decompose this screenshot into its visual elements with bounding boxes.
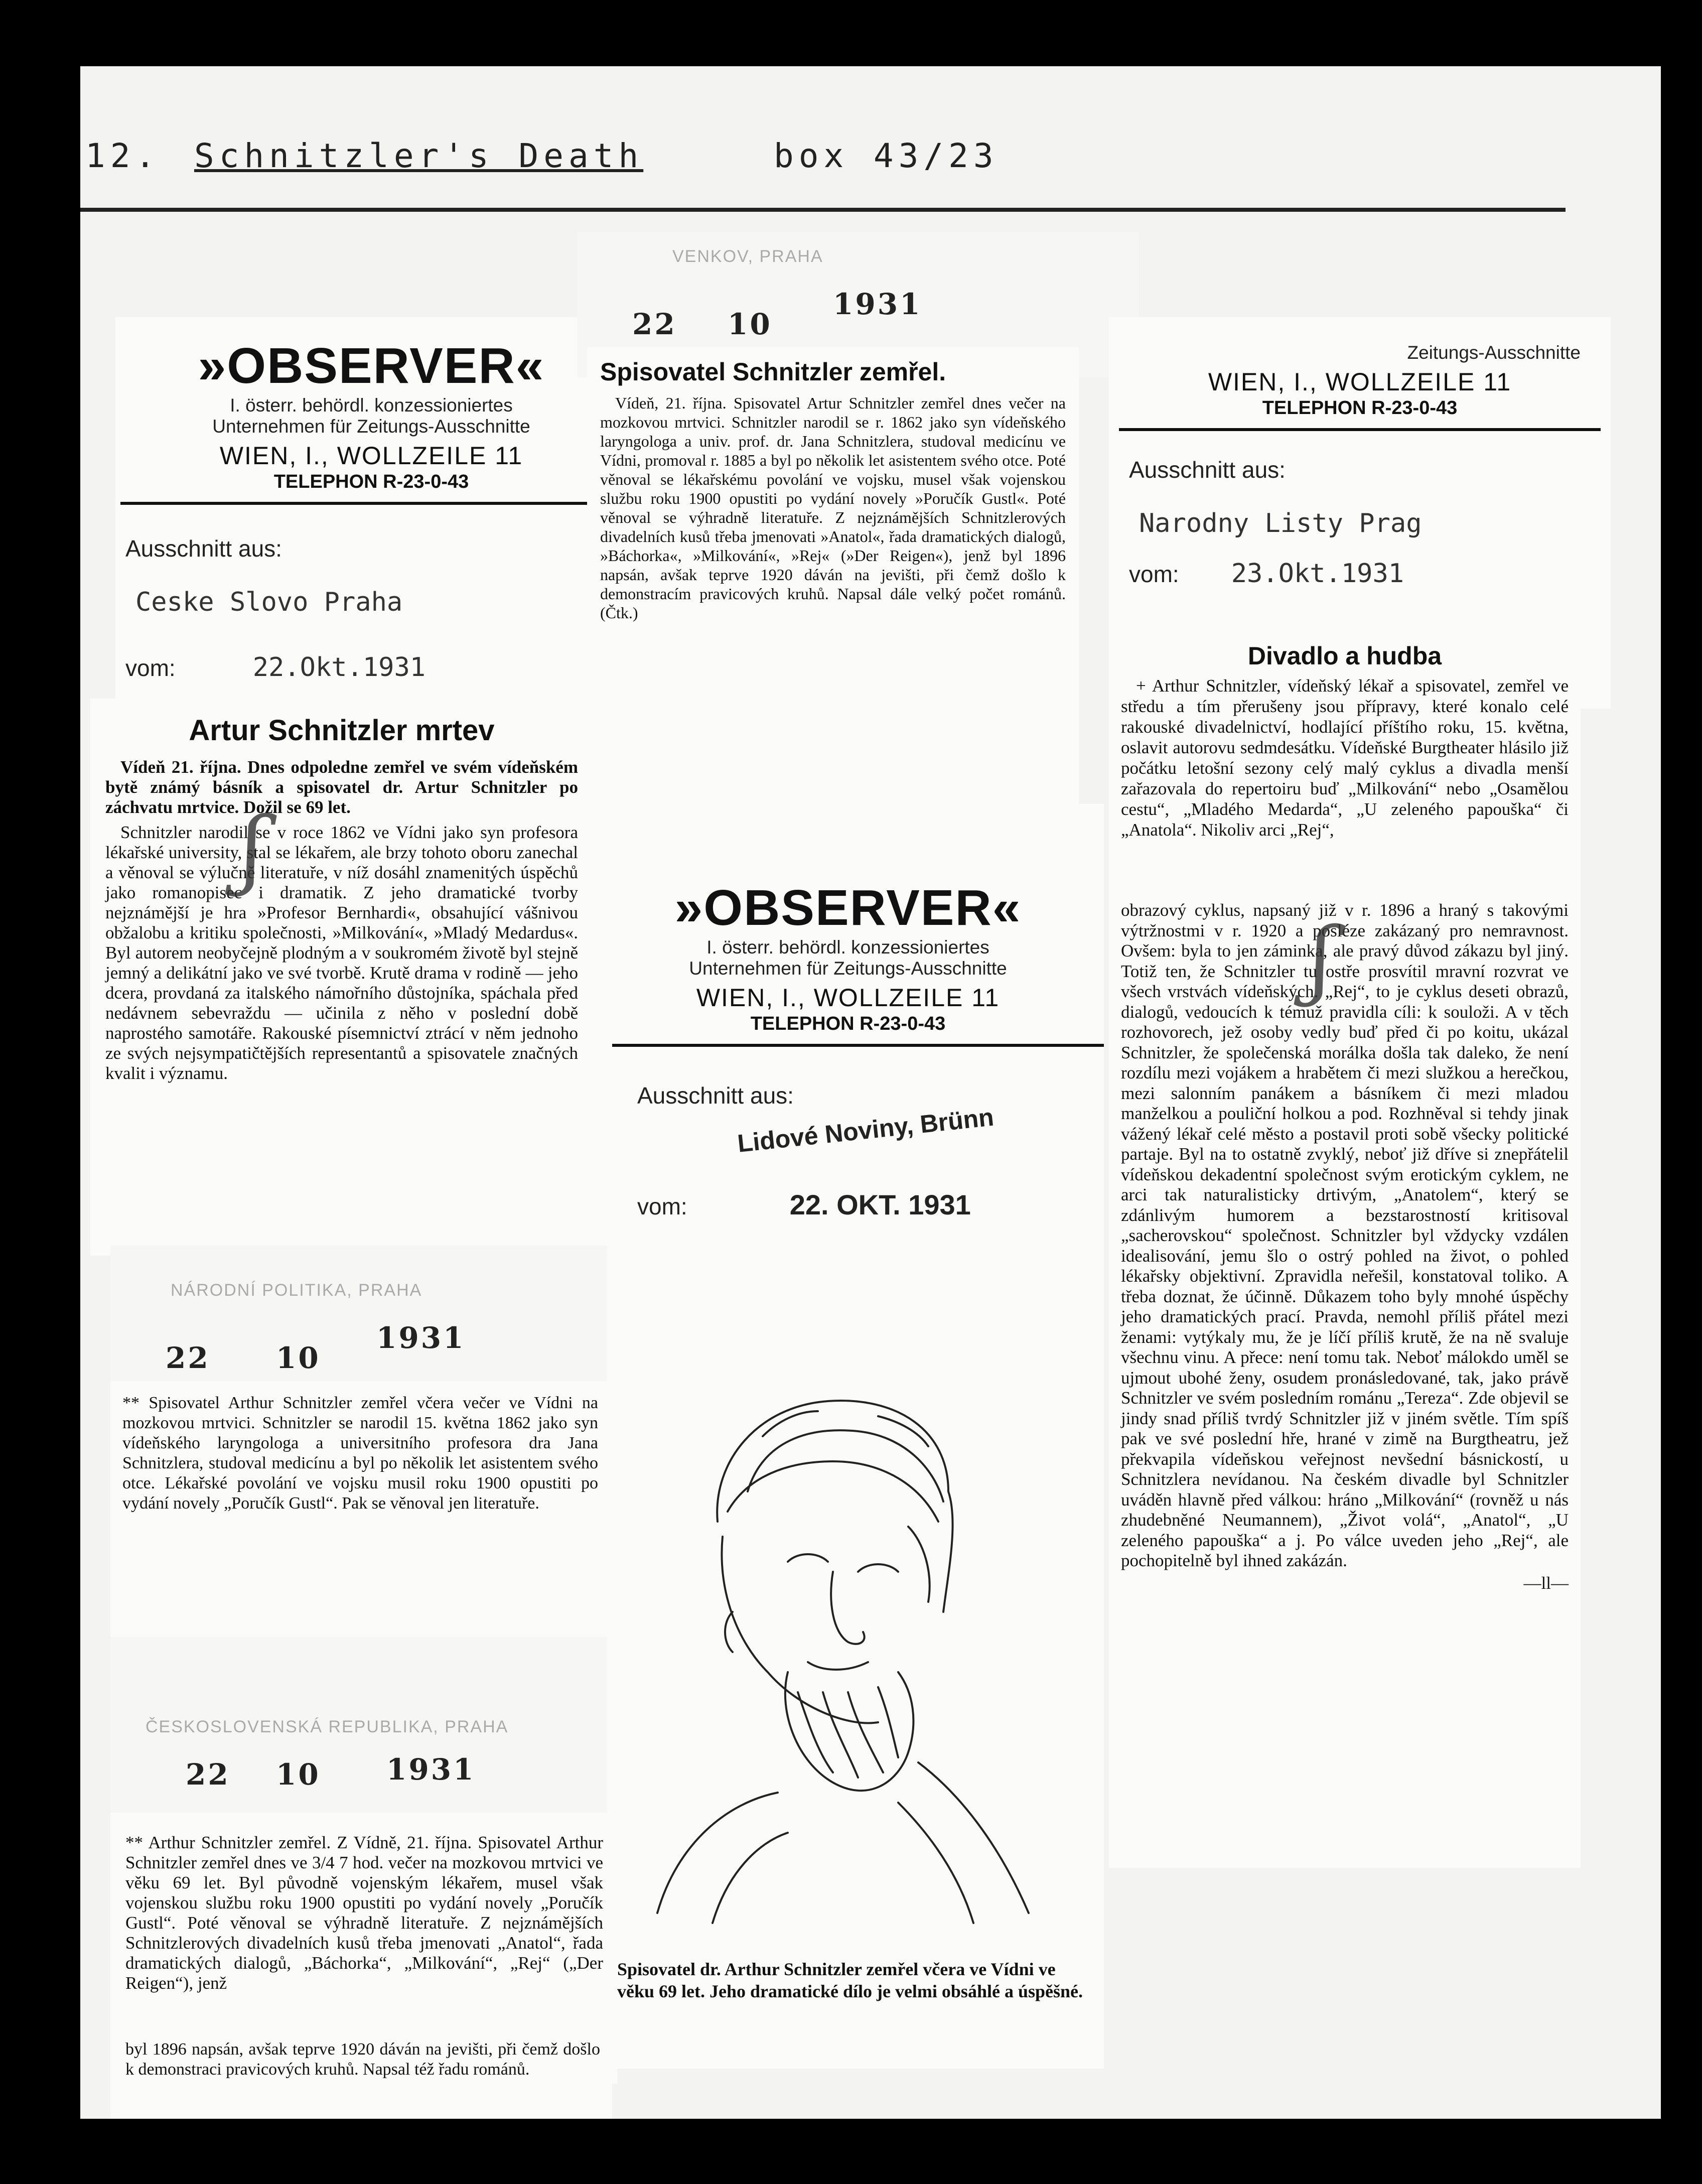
article-divadlo-part2 xyxy=(1109,889,1581,1868)
source-paper: Lidové Noviny, Brünn xyxy=(736,1103,996,1158)
observer-clip-ceske xyxy=(115,317,627,759)
article-lead: Vídeň 21. října. Dnes odpoledne zemřel ve svém vídeňském bytě známý básník a spisovatel dr. Artur Schnitzler po záchvatu mrtvice. Dožil se 69 let. xyxy=(105,757,578,817)
source-paper: Narodny Listy Prag xyxy=(1139,508,1422,538)
vom-label: vom: xyxy=(637,1193,687,1219)
handwritten-mark: ʃ xyxy=(1310,909,1333,1009)
stamp-day: 22 xyxy=(632,307,677,341)
header-number: 12. xyxy=(85,136,161,175)
source-paper: Ceske Slovo Praha xyxy=(135,587,403,617)
observer-telephon: TELEPHON R-23-0-43 xyxy=(750,1013,946,1034)
portrait-sketch xyxy=(597,1311,1104,1938)
stamp-day: 22 xyxy=(166,1341,210,1375)
article-vcera xyxy=(110,1381,612,1662)
folder-header xyxy=(85,136,999,175)
vom-row xyxy=(1129,559,1611,589)
observer-rule xyxy=(1119,428,1601,431)
ausschnitt-label: Ausschnitt aus: xyxy=(1129,457,1286,483)
observer-line1: I. österr. behördl. konzessioniertes xyxy=(706,937,989,958)
observer-brand: »OBSERVER« xyxy=(198,338,545,394)
article-body: byl 1896 napsán, avšak teprve 1920 dáván na jevišti, při čemž došlo k demonstraci pravicových kruhů. Napsal též řadu románů. xyxy=(125,2040,600,2079)
stamp-year: 1931 xyxy=(376,1321,466,1355)
observer-telephon: TELEPHON R-23-0-43 xyxy=(1262,397,1458,419)
vom-label: vom: xyxy=(125,655,176,681)
observer-rule xyxy=(612,1044,1104,1047)
stamp-month: 10 xyxy=(276,1341,321,1375)
observer-line1: I. österr. behördl. konzessioniertes xyxy=(230,395,513,416)
observer-address: WIEN, I., WOLLZEILE 11 xyxy=(696,984,1000,1012)
ausschnitt-label: Ausschnitt aus: xyxy=(637,1082,794,1109)
article-headline: Artur Schnitzler mrtev xyxy=(189,714,495,747)
article-body: Vídeň, 21. října. Spisovatel Artur Schnitzler zemřel dnes večer na mozkovou mrtvici. Schnitzler narodil se r. 1862 jako syn vídeňského laryngologa a univ. prof. dr. Jana Schnitzlera, studoval medicínu ve Vídni, promoval r. 1885 a byl po několik let asistentem svého otce. Poté věnoval se lékařskému povolání ve vojsku, musel však vojenskou službu roku 1900 opustiti po vydání novely »Poručík Gustl«. Poté věnoval se výhradně literatuře. Z nejznámějších Schnitzlerových divadelních kusů třeba jmenovati »Anatol«, řada dramatických dialogů, »Báchorka«, »Milkování«, »Rej« (»Der Reigen«), jenž byl 1896 napsán, avšak teprve 1920 dáván na jevišti, při čemž došlo k demonstracím pravicových kruhů. Napsal dále velký počet románů. (Čtk.) xyxy=(600,394,1066,622)
vom-row xyxy=(125,652,627,682)
article-body: obrazový cyklus, napsaný již v r. 1896 a hraný s takovými výtržnostmi v r. 1920 a posléze zakázaný pro nemravnost. Ovšem: byla to jen záminka, ale pravý důvod zákazu byl jiný. Totiž ten, že Schnitzler tu ostře prosvítil mravní rozvrat ve všech vrstvách vídeňských. „Rej“, to je cyklus deseti obrazů, dialogů, vedoucích k témuž pravidla cíli: k souloži. A v těch rozhovorech, jež osoby vedly buď před či po koitu, ukázal Schnitzler, že společenská morálka došla tak daleko, že není rozdílu mezi vojákem a hrabětem či mezi služkou a herečkou, mezi salonním panákem a básníkem či mezi mladou manželkou a pouliční holkou a pod. Rozhněval si tehdy jinak vážený lékař celé město a postavil proti sobě všecky politické partaje. Byl na to ostatně zvyklý, neboť již dříve si znepřátelil vídeňskou dekadentní společnost svým erotickým cyklem, ne arci tak naturalisticky drtivým, „Anatolem“, který se zdánlivým humorem a bezstarostností kritisoval „sacherovskou“ společnost. Schnitzler byl vždycky vzdálen idealisování, jemu šlo o ostrý pohled na život, o pohled lékařsky objektivní. Zpravidla neřešil, konstatoval toliko. A třeba doznat, že účinně. Důkazem toho byly mnohé úspěchy jeho dramatických prací. Pravda, nemohl příliš přátel mezi ženami: vytýkaly mu, že je líčí příliš krutě, že na ně svaluje všechnu vinu. A přece: není tomu tak. Neboť málokdo uměl se ujmout ubohé ženy, osudem pronásledované, tak, jako právě Schnitzler ve svém posledním románu „Tereza“. Zde objevil se jindy snad příliš tvrdý Schnitzler již v jiném světle. Tím spíš pak ve své poslední hře, hrané v zimě na Burgtheatru, jež překvapila vídeňskou veřejnost nevšední básnickostí, u Schnitzlera nevídanou. Na českém divadle byl Schnitzler uváděn hlavně před válkou: hráno „Milkování“ (rovněž u nás zhudebněné Neumannem), „Život volá“, „Anatol“, „U zeleného papouška“ a j. Po válce uveden jeho „Rej“, ale pochopitelně byl ihned zakázán. xyxy=(1121,900,1569,1570)
observer-clip-lidove xyxy=(592,804,1104,1371)
article-zemrel xyxy=(587,347,1079,804)
header-title: Schnitzler's Death xyxy=(194,136,644,175)
observer-telephon: TELEPHON R-23-0-43 xyxy=(273,471,469,492)
observer-rule xyxy=(120,502,627,505)
header-rule xyxy=(80,208,1566,212)
archive-sheet xyxy=(80,66,1661,2119)
article-signature: —ll— xyxy=(1523,1573,1569,1593)
stamp-year: 1931 xyxy=(386,1752,476,1787)
observer-brand: »OBSERVER« xyxy=(674,880,1022,936)
stamp-politika xyxy=(110,1246,607,1396)
handwritten-mark: ʃ xyxy=(241,799,264,898)
article-body: Schnitzler narodil se v roce 1862 ve Vídni jako syn profesora lékařské university, stal se lékařem, ale brzy tohoto oboru zanechal a věnoval se výlučně literatuře, v níž dosáhl znamenitých úspěchů jako romanopisec i dramatik. Z jeho dramatické tvorby nejznámější je hra »Profesor Bernhardi«, obsahující vášnivou obžalobu a kritiku společnosti, »Milkování«, »Mladý Medardus«. Byl autorem neobyčejně plodným a v soukromém životě byl stejně jemný a delikátní jako ve své tvorbě. Krutě drama v rodině — jeho dcera, provdaná za italského námořního důstojníka, spáchala před nedávnem sebevraždu — učinila z něho v poslední době naprostého samotáře. Rakouské písemnictví ztrácí v něm jednoho ze svých nejsympatičtějších representantů a spisovatele značných kvalit i významu. xyxy=(105,823,578,1083)
clip-date: 22.Okt.1931 xyxy=(252,652,426,682)
observer-address: WIEN, I., WOLLZEILE 11 xyxy=(1208,368,1512,396)
article-zvidne-continuation xyxy=(110,2033,612,2119)
stamp-republika xyxy=(110,1637,607,1828)
stamp-month: 10 xyxy=(276,1757,321,1792)
header-box: box 43/23 xyxy=(773,136,999,175)
vom-row xyxy=(637,1188,1104,1221)
portrait-caption: Spisovatel dr. Arthur Schnitzler zemřel včera ve Vídni ve věku 69 let. Jeho dramatické dílo je velmi obsáhlé a úspěšné. xyxy=(617,1959,1083,2001)
article-headline: Spisovatel Schnitzler zemřel. xyxy=(600,358,946,386)
article-body: ** Spisovatel Arthur Schnitzler zemřel včera večer ve Vídni na mozkovou mrtvici. Schnitzler se narodil 15. května 1862 jako syn vídeňského laryngologa a universitního profesora dra Jana Schnitzlera, studoval medicínu a byl po několik let asistentem svého otce. Lékařské povolání ve vojsku musil roku 1900 opustiti po vydání novely „Poručík Gustl“. Pak se věnoval jen literatuře. xyxy=(122,1394,598,1513)
portrait-clip xyxy=(597,1311,1104,2069)
stamp-day: 22 xyxy=(186,1757,230,1792)
article-body: + Arthur Schnitzler, vídeňský lékař a spisovatel, zemřel ve středu a tím přerušeny jsou přípravy, které konalo celé rakouské divadelnictví, hodlající příštího roku, 15. května, oslavit autorovu sedmdesátku. Vídeňské Burgtheater hlásilo již počátku letošní sezony celý malý cyklus a divadla menší zařazovala do repertoiru buď „Milkování“ nebo „Osamělou cestu“, „Mladého Medarda“, „U zeleného papouška“ či „Anatola“. Nikoliv arci „Rej“, xyxy=(1121,676,1569,840)
article-body: ** Arthur Schnitzler zemřel. Z Vídně, 21. října. Spisovatel Arthur Schnitzler zemřel dnes ve 3/4 7 hod. večer na mozkovou mrtvici ve věku 69 let. Byl původně vojenským lékařem, musel však vojenskou službu roku 1900 opustiti po vydání novely „Poručík Gustl“. Poté věnoval se výhradně literatuře. Z nejznámějších Schnitzlerových divadelních kusů třeba jmenovati „Anatol“, řada dramatických dialogů, „Báchorka“, „Milkování“, „Rej“ („Der Reigen“), jenž xyxy=(125,1833,603,1993)
observer-line2: Unternehmen für Zeitungs-Ausschnitte xyxy=(689,958,1007,979)
observer-line2: Unternehmen für Zeitungs-Ausschnitte xyxy=(212,416,530,437)
stamp-paper-name: NÁRODNÍ POLITIKA, PRAHA xyxy=(171,1281,422,1300)
article-headline: Divadlo a hudba xyxy=(1247,642,1442,670)
stamp-month: 10 xyxy=(728,307,772,341)
observer-address: WIEN, I., WOLLZEILE 11 xyxy=(219,442,523,470)
clip-date: 22. OKT. 1931 xyxy=(789,1189,971,1220)
ausschnitt-label: Ausschnitt aus: xyxy=(125,535,282,562)
stamp-paper-name: VENKOV, PRAHA xyxy=(672,247,823,266)
vom-label: vom: xyxy=(1129,561,1179,587)
stamp-paper-name: ČESKOSLOVENSKÁ REPUBLIKA, PRAHA xyxy=(146,1717,509,1736)
article-mrtev xyxy=(90,699,592,1256)
observer-line2: Zeitungs-Ausschnitte xyxy=(1407,342,1581,363)
stamp-year: 1931 xyxy=(833,287,922,321)
clip-date: 23.Okt.1931 xyxy=(1231,559,1404,589)
